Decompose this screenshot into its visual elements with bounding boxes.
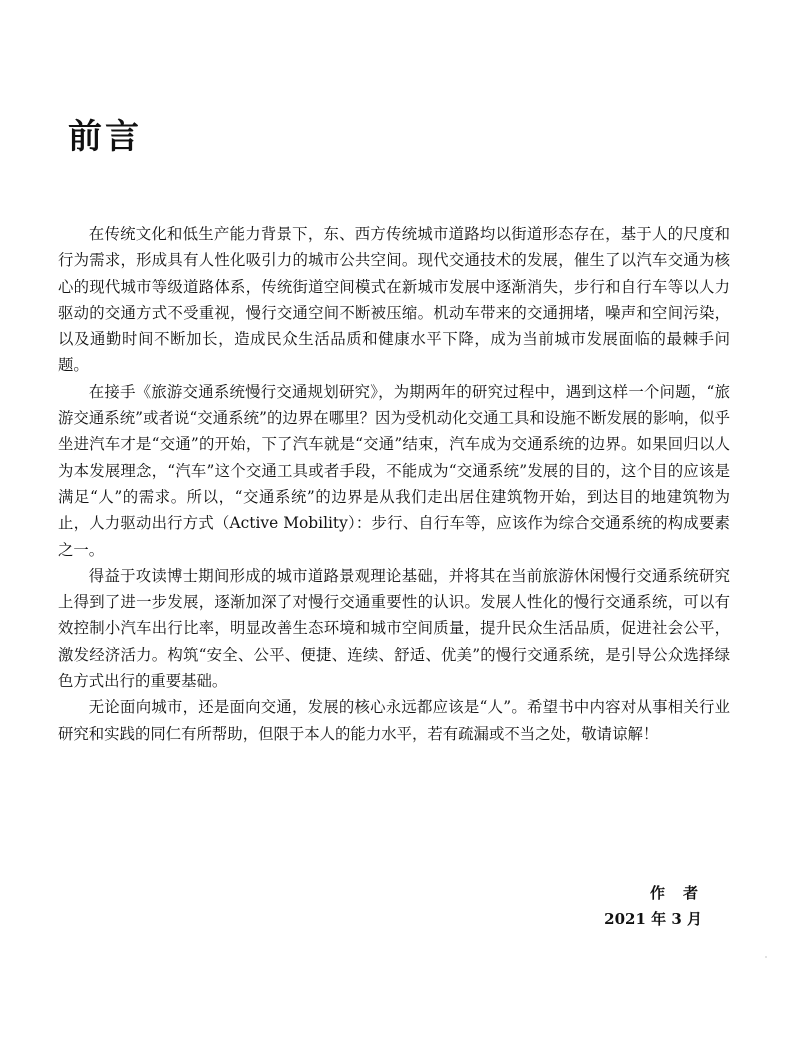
paragraph: 在接手《旅游交通系统慢行交通规划研究》，为期两年的研究过程中，遇到这样一个问题，“旅游交通系统”或者说“交通系统”的边界在哪里？因为受机动化交通工具和设施不断发展的影响，似乎坐进汽车才是“交通”的开始，下了汽车就是“交通”结束，汽车成为交通系统的边界。如果回归以人为本发展理念，“汽车”这个交通工具或者手段，不能成为“交通系统”发展的目的，这个目的应该是满足“人”的需求。所以，“交通系统”的边界是从我们走出居住建筑物开始，到达目的地建筑物为止，人力驱动出行方式（Active Mobility）：步行、自行车等，应该作为综合交通系统的构成要素之一。 — [58, 382, 730, 559]
preface-body — [58, 221, 730, 747]
page-title: 前言 — [68, 117, 142, 157]
scan-speck — [765, 956, 767, 958]
paragraph: 得益于攻读博士期间形成的城市道路景观理论基础，并将其在当前旅游休闲慢行交通系统研究上得到了进一步发展，逐渐加深了对慢行交通重要性的认识。发展人性化的慢行交通系统，可以有效控制小汽车出行比率，明显改善生态环境和城市空间质量，提升民众生活品质，促进社会公平，激发经济活力。构筑“安全、公平、便捷、连续、舒适、优美”的慢行交通系统，是引导公众选择绿色方式出行的重要基础。 — [58, 566, 730, 691]
signature-block — [604, 880, 716, 932]
paragraph: 无论面向城市，还是面向交通，发展的核心永远都应该是“人”。希望书中内容对从事相关行业研究和实践的同仁有所帮助，但限于本人的能力水平，若有疏漏或不当之处，敬请谅解！ — [58, 698, 730, 743]
paragraph: 在传统文化和低生产能力背景下，东、西方传统城市道路均以街道形态存在，基于人的尺度和行为需求，形成具有人性化吸引力的城市公共空间。现代交通技术的发展，催生了以汽车交通为核心的现代城市等级道路体系，传统街道空间模式在新城市发展中逐渐消失，步行和自行车等以人力驱动的交通方式不受重视，慢行交通空间不断被压缩。机动车带来的交通拥堵，噪声和空间污染，以及通勤时间不断加长，造成民众生活品质和健康水平下降，成为当前城市发展面临的最棘手问题。 — [58, 225, 730, 375]
signature-author: 作者 — [649, 884, 716, 902]
signature-date: 2021 年 3 月 — [604, 910, 702, 928]
